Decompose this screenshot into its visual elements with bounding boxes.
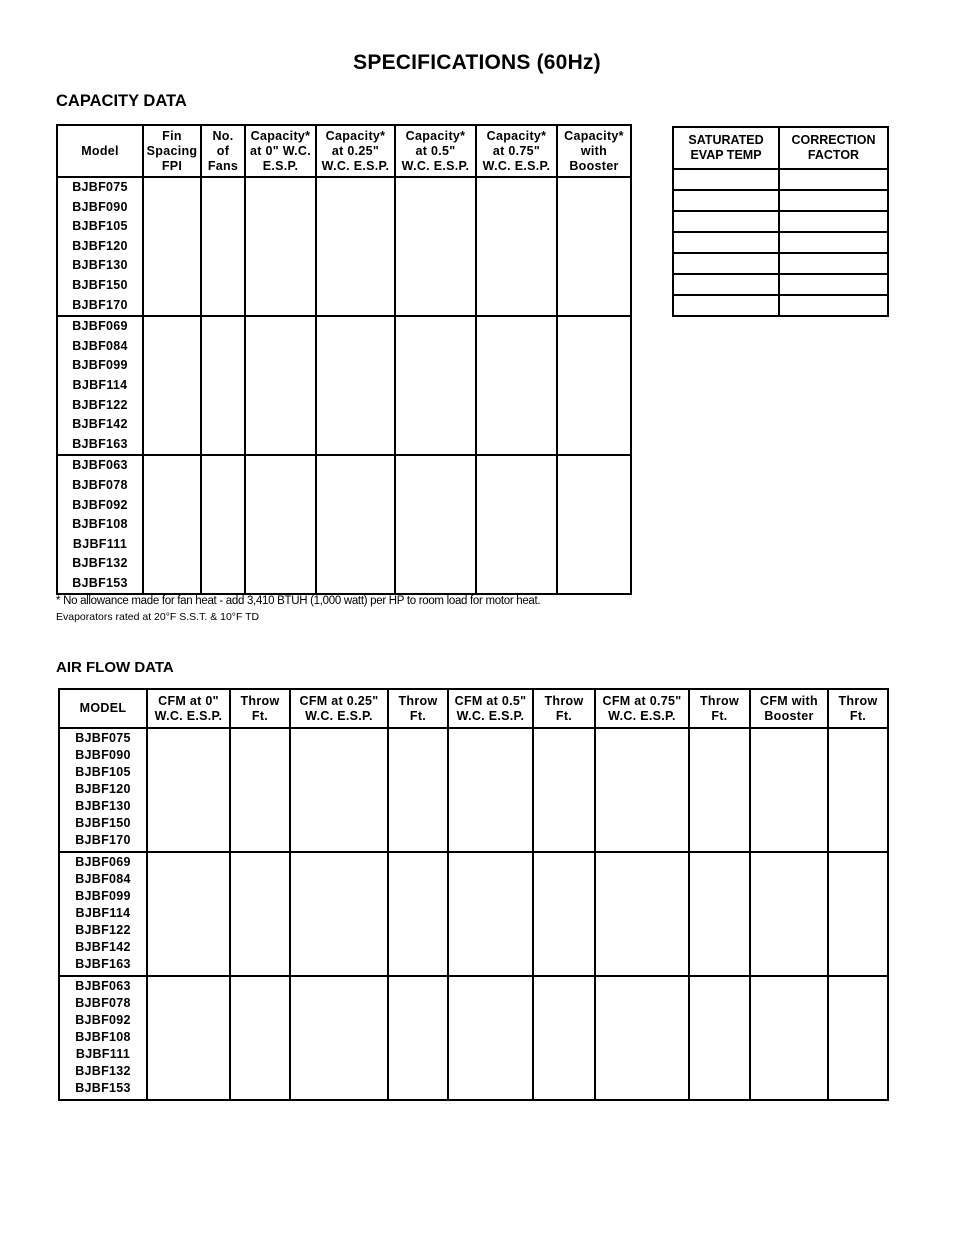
model-name: BJBF120	[75, 782, 131, 796]
empty-cell	[828, 976, 888, 1100]
empty-cell	[673, 253, 779, 274]
airflow-header-0: MODEL	[59, 689, 147, 728]
model-name: BJBF111	[75, 1047, 131, 1061]
model-name: BJBF150	[72, 277, 128, 292]
model-name: BJBF108	[75, 1030, 131, 1044]
empty-cell	[388, 852, 448, 976]
empty-cell	[750, 852, 828, 976]
airflow-heading: AIR FLOW DATA	[56, 659, 174, 676]
empty-cell	[557, 177, 631, 316]
empty-cell	[316, 177, 395, 316]
capacity-header-5: Capacity* at 0.5" W.C. E.S.P.	[395, 125, 476, 177]
empty-cell	[316, 316, 395, 455]
model-list	[59, 728, 147, 852]
model-name: BJBF114	[75, 906, 131, 920]
correction-row	[673, 295, 888, 316]
empty-cell	[395, 177, 476, 316]
model-name: BJBF069	[72, 319, 128, 334]
empty-cell	[557, 316, 631, 455]
empty-cell	[533, 852, 595, 976]
empty-cell	[448, 852, 533, 976]
empty-cell	[533, 728, 595, 852]
empty-cell	[395, 455, 476, 594]
model-name: BJBF108	[72, 517, 128, 532]
model-list	[57, 455, 143, 594]
capacity-model-group	[57, 316, 631, 455]
empty-cell	[779, 211, 888, 232]
model-name: BJBF090	[75, 748, 131, 762]
capacity-model-group	[57, 455, 631, 594]
model-name: BJBF078	[72, 477, 128, 492]
airflow-header-1: CFM at 0" W.C. E.S.P.	[147, 689, 230, 728]
empty-cell	[673, 232, 779, 253]
model-name: BJBF063	[75, 979, 131, 993]
model-name: BJBF084	[72, 338, 128, 353]
empty-cell	[750, 976, 828, 1100]
model-name: BJBF132	[72, 556, 128, 571]
model-name: BJBF142	[75, 940, 131, 954]
airflow-model-group	[59, 976, 888, 1100]
empty-cell	[448, 976, 533, 1100]
empty-cell	[245, 316, 316, 455]
model-name: BJBF069	[75, 855, 131, 869]
rating-note: Evaporators rated at 20°F S.S.T. & 10°F TD	[56, 611, 260, 623]
empty-cell	[476, 455, 557, 594]
empty-cell	[673, 295, 779, 316]
model-name: BJBF084	[75, 872, 131, 886]
empty-cell	[143, 177, 201, 316]
empty-cell	[779, 274, 888, 295]
empty-cell	[230, 728, 290, 852]
empty-cell	[316, 455, 395, 594]
model-name: BJBF114	[72, 377, 128, 392]
model-name: BJBF130	[75, 799, 131, 813]
empty-cell	[395, 316, 476, 455]
empty-cell	[201, 455, 245, 594]
empty-cell	[779, 295, 888, 316]
model-name: BJBF122	[72, 397, 128, 412]
model-list	[59, 852, 147, 976]
model-name: BJBF105	[72, 219, 128, 234]
empty-cell	[557, 455, 631, 594]
empty-cell	[147, 728, 230, 852]
airflow-header-4: Throw Ft.	[388, 689, 448, 728]
empty-cell	[779, 253, 888, 274]
airflow-header-2: Throw Ft.	[230, 689, 290, 728]
empty-cell	[245, 455, 316, 594]
fan-heat-note: * No allowance made for fan heat - add 3,410 BTUH (1,000 watt) per HP to room load for motor heat.	[56, 595, 541, 607]
airflow-header-9: CFM with Booster	[750, 689, 828, 728]
empty-cell	[147, 976, 230, 1100]
empty-cell	[779, 232, 888, 253]
empty-cell	[245, 177, 316, 316]
empty-cell	[476, 177, 557, 316]
empty-cell	[476, 316, 557, 455]
empty-cell	[673, 169, 779, 190]
empty-cell	[230, 852, 290, 976]
model-name: BJBF170	[75, 833, 131, 847]
empty-cell	[689, 852, 750, 976]
model-name: BJBF092	[72, 497, 128, 512]
model-name: BJBF153	[72, 575, 128, 590]
airflow-header-10: Throw Ft.	[828, 689, 888, 728]
airflow-header-5: CFM at 0.5" W.C. E.S.P.	[448, 689, 533, 728]
empty-cell	[290, 976, 388, 1100]
model-name: BJBF163	[75, 957, 131, 971]
capacity-model-group	[57, 177, 631, 316]
empty-cell	[143, 316, 201, 455]
empty-cell	[689, 728, 750, 852]
empty-cell	[290, 728, 388, 852]
capacity-header-1: Fin Spacing FPI	[143, 125, 201, 177]
model-name: BJBF132	[75, 1064, 131, 1078]
empty-cell	[595, 976, 689, 1100]
empty-cell	[448, 728, 533, 852]
empty-cell	[595, 728, 689, 852]
correction-row	[673, 232, 888, 253]
model-name: BJBF122	[75, 923, 131, 937]
empty-cell	[595, 852, 689, 976]
model-name: BJBF099	[72, 358, 128, 373]
empty-cell	[750, 728, 828, 852]
capacity-table	[56, 124, 632, 595]
empty-cell	[673, 211, 779, 232]
empty-cell	[290, 852, 388, 976]
capacity-header-0: Model	[57, 125, 143, 177]
empty-cell	[828, 728, 888, 852]
model-name: BJBF090	[72, 199, 128, 214]
correction-header-0: SATURATED EVAP TEMP	[673, 127, 779, 169]
model-list	[59, 976, 147, 1100]
correction-row	[673, 190, 888, 211]
model-list	[57, 316, 143, 455]
model-name: BJBF092	[75, 1013, 131, 1027]
capacity-heading: CAPACITY DATA	[56, 92, 187, 110]
empty-cell	[388, 728, 448, 852]
correction-row	[673, 253, 888, 274]
empty-cell	[533, 976, 595, 1100]
model-name: BJBF150	[75, 816, 131, 830]
model-name: BJBF063	[72, 458, 128, 473]
model-name: BJBF078	[75, 996, 131, 1010]
capacity-header-3: Capacity* at 0" W.C. E.S.P.	[245, 125, 316, 177]
capacity-header-4: Capacity* at 0.25" W.C. E.S.P.	[316, 125, 395, 177]
correction-header-1: CORRECTION FACTOR	[779, 127, 888, 169]
model-name: BJBF105	[75, 765, 131, 779]
empty-cell	[201, 177, 245, 316]
model-name: BJBF153	[75, 1081, 131, 1095]
empty-cell	[673, 190, 779, 211]
empty-cell	[143, 455, 201, 594]
model-name: BJBF130	[72, 258, 128, 273]
empty-cell	[689, 976, 750, 1100]
airflow-model-group	[59, 852, 888, 976]
empty-cell	[388, 976, 448, 1100]
empty-cell	[828, 852, 888, 976]
airflow-header-8: Throw Ft.	[689, 689, 750, 728]
model-name: BJBF075	[75, 731, 131, 745]
model-name: BJBF170	[72, 297, 128, 312]
airflow-header-6: Throw Ft.	[533, 689, 595, 728]
empty-cell	[230, 976, 290, 1100]
airflow-header-3: CFM at 0.25" W.C. E.S.P.	[290, 689, 388, 728]
airflow-table	[58, 688, 889, 1101]
airflow-model-group	[59, 728, 888, 852]
empty-cell	[673, 274, 779, 295]
empty-cell	[201, 316, 245, 455]
correction-row	[673, 169, 888, 190]
correction-row	[673, 211, 888, 232]
empty-cell	[147, 852, 230, 976]
empty-cell	[779, 169, 888, 190]
model-name: BJBF111	[72, 536, 128, 551]
capacity-header-2: No. of Fans	[201, 125, 245, 177]
model-name: BJBF163	[72, 436, 128, 451]
page-title: SPECIFICATIONS (60Hz)	[353, 51, 601, 74]
model-name: BJBF120	[72, 238, 128, 253]
model-name: BJBF075	[72, 180, 128, 194]
correction-factor-table	[672, 126, 889, 317]
model-name: BJBF142	[72, 417, 128, 432]
empty-cell	[779, 190, 888, 211]
model-name: BJBF099	[75, 889, 131, 903]
model-list	[57, 177, 143, 316]
airflow-header-7: CFM at 0.75" W.C. E.S.P.	[595, 689, 689, 728]
capacity-header-6: Capacity* at 0.75" W.C. E.S.P.	[476, 125, 557, 177]
correction-row	[673, 274, 888, 295]
capacity-header-7: Capacity* with Booster	[557, 125, 631, 177]
